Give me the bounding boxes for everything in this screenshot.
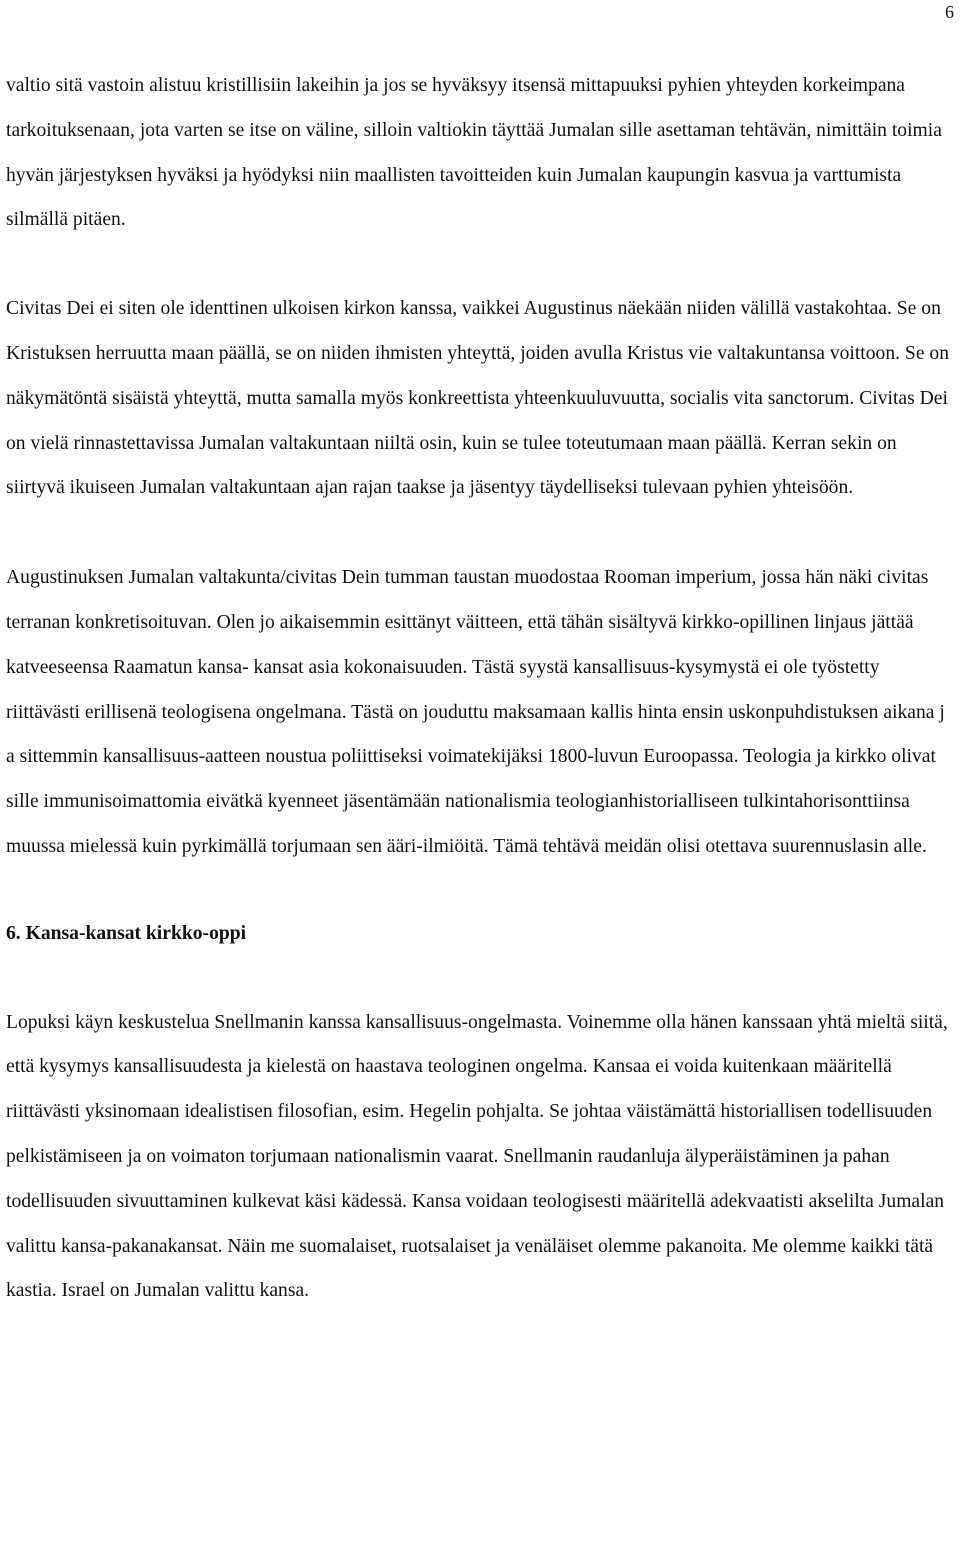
body-paragraph: Civitas Dei ei siten ole identtinen ulkoisen kirkon kanssa, vaikkei Augustinus näekään niiden välillä vastakohtaa. Se on Kristuksen herruutta maan päällä, se on niiden ihmisten yhteyttä, joiden avulla Kristus vie valtakuntansa voittoon. Se on näkymätöntä sisäistä yhteyttä, mutta samalla myös konkreettista yhteenkuuluvuutta, socialis vita sanctorum. Civitas Dei on vielä rinnastettavissa Jumalan valtakuntaan niiltä osin, kuin se tulee toteutumaan maan päällä. Kerran sekin on siirtyvä ikuiseen Jumalan valtakuntaan ajan rajan taakse ja jäsentyy täydelliseksi tulevaan pyhien yhteisöön. (6, 298, 950, 499)
body-paragraph: Lopuksi käyn keskustelua Snellmanin kanssa kansallisuus-ongelmasta. Voinemme olla hänen kanssaan yhtä mieltä siitä, että kysymys kansallisuudesta ja kielestä on haastava teologinen ongelma. Kansaa ei voida kuitenkaan määritellä riittävästi yksinomaan idealistisen filosofian, esim. Hegelin pohjalta. Se johtaa väistämättä historiallisen todellisuuden pelkistämiseen ja on voimaton torjumaan nationalismin vaarat. Snellmanin raudanluja älyperäistäminen ja pahan todellisuuden sivuuttaminen kulkevat käsi kädessä. Kansa voidaan teologisesti määritellä adekvaatisti akselilta Jumalan valittu kansa-pakanakansat. Näin me suomalaiset, ruotsalaiset ja venäläiset olemme pakanoita. Me olemme kaikki tätä kastia. Israel on Jumalan valittu kansa. (6, 1011, 948, 1302)
section-heading: 6. Kansa-kansat kirkko-oppi (6, 922, 247, 944)
body-paragraph: Augustinuksen Jumalan valtakunta/civitas Dein tumman taustan muodostaa Rooman imperium, jossa hän näki civitas terranan konkretisoituvan. Olen jo aikaisemmin esittänyt väitteen, että tähän sisältyvä kirkko-opillinen linjaus jättää katveeseensa Raamatun kansa- kansat asia kokonaisuuden. Tästä syystä kansallisuus-kysymystä ei ole työstetty riittävästi erillisenä teologisena ongelmana. Tästä on jouduttu maksamaan kallis hinta ensin uskonpuhdistuksen aikana j a sittemmin kansallisuus-aatteen noustua poliittiseksi voimatekijäksi 1800-luvun Euroopassa. Teologia ja kirkko olivat sille immunisoimattomia eivätkä kyenneet jäsentämään nationalismia teologianhistorialliseen tulkintahorisonttiinsa muussa mielessä kuin pyrkimällä torjumaan sen ääri-ilmiöitä. Tämä tehtävä meidän olisi otettava suurennuslasin alle. (6, 567, 945, 857)
body-paragraph: valtio sitä vastoin alistuu kristillisiin lakeihin ja jos se hyväksyy itsensä mittapuuksi pyhien yhteyden korkeimpana tarkoituksenaan, jota varten se itse on väline, silloin valtiokin täyttää Jumalan sille asettaman tehtävän, nimittäin toimia hyvän järjestyksen hyväksi ja hyödyksi niin maallisten tavoitteiden kuin Jumalan kaupungin kasvua ja varttumista silmällä pitäen. (6, 75, 942, 231)
page-number: 6 (945, 2, 954, 22)
document-body (6, 64, 951, 1314)
